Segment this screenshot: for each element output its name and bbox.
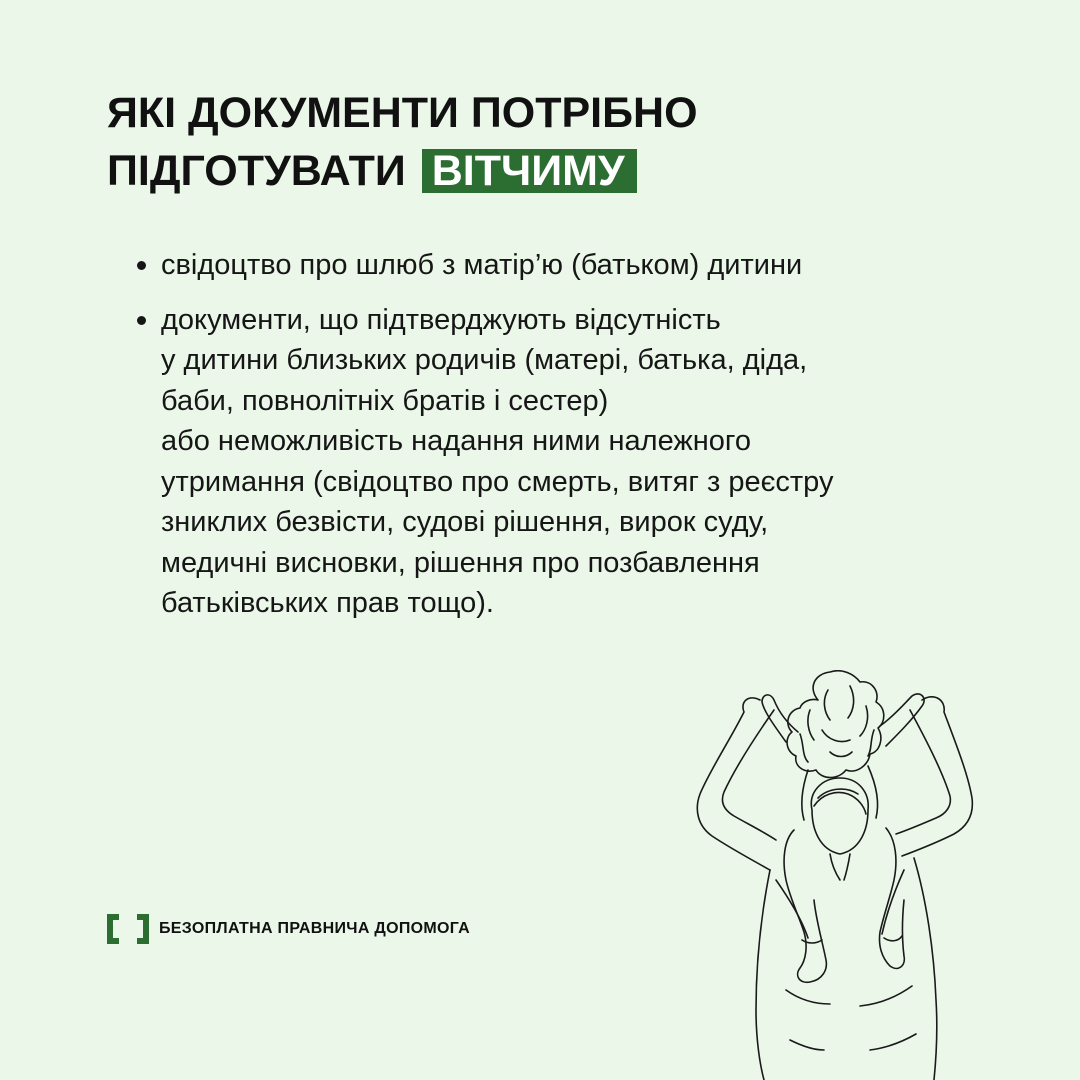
title-line-2-text: ПІДГОТУВАТИ: [107, 147, 406, 195]
list-item: [137, 300, 1017, 624]
title-line-2: [107, 142, 698, 200]
list-item-line: або неможливість надання ними належного: [161, 425, 751, 457]
documents-list: [137, 245, 1017, 638]
father-child-illustration-icon: [690, 670, 990, 1080]
list-item-line: медичні висновки, рішення про позбавлення: [161, 546, 760, 579]
list-item-line: у дитини близьких родичів (матері, батька, діда,: [161, 344, 808, 376]
title-highlight: ВІТЧИМУ: [422, 149, 637, 193]
page-title: [107, 84, 698, 200]
list-item-line: свідоцтво про шлюб з матір’ю (батьком) дитини: [161, 249, 803, 281]
list-item: [137, 245, 1017, 286]
list-item-line: зниклих безвісти, судові рішення, вирок суду,: [161, 506, 769, 538]
bracket-left-icon: [107, 914, 119, 944]
title-line-1: ЯКІ ДОКУМЕНТИ ПОТРІБНО: [107, 89, 698, 137]
list-item-line: баби, повнолітніх братів і сестер): [161, 384, 609, 417]
logo: [107, 908, 470, 950]
list-item-line: утримання (свідоцтво про смерть, витяг з реєстру: [161, 465, 834, 498]
bullet-icon: [137, 316, 146, 325]
bracket-right-icon: [137, 914, 149, 944]
list-item-line: документи, що підтверджують відсутність: [161, 303, 721, 336]
list-item-line: батьківських прав тощо).: [161, 587, 494, 619]
bullet-icon: [137, 261, 146, 270]
logo-text: БЕЗОПЛАТНА ПРАВНИЧА ДОПОМОГА: [159, 920, 470, 937]
